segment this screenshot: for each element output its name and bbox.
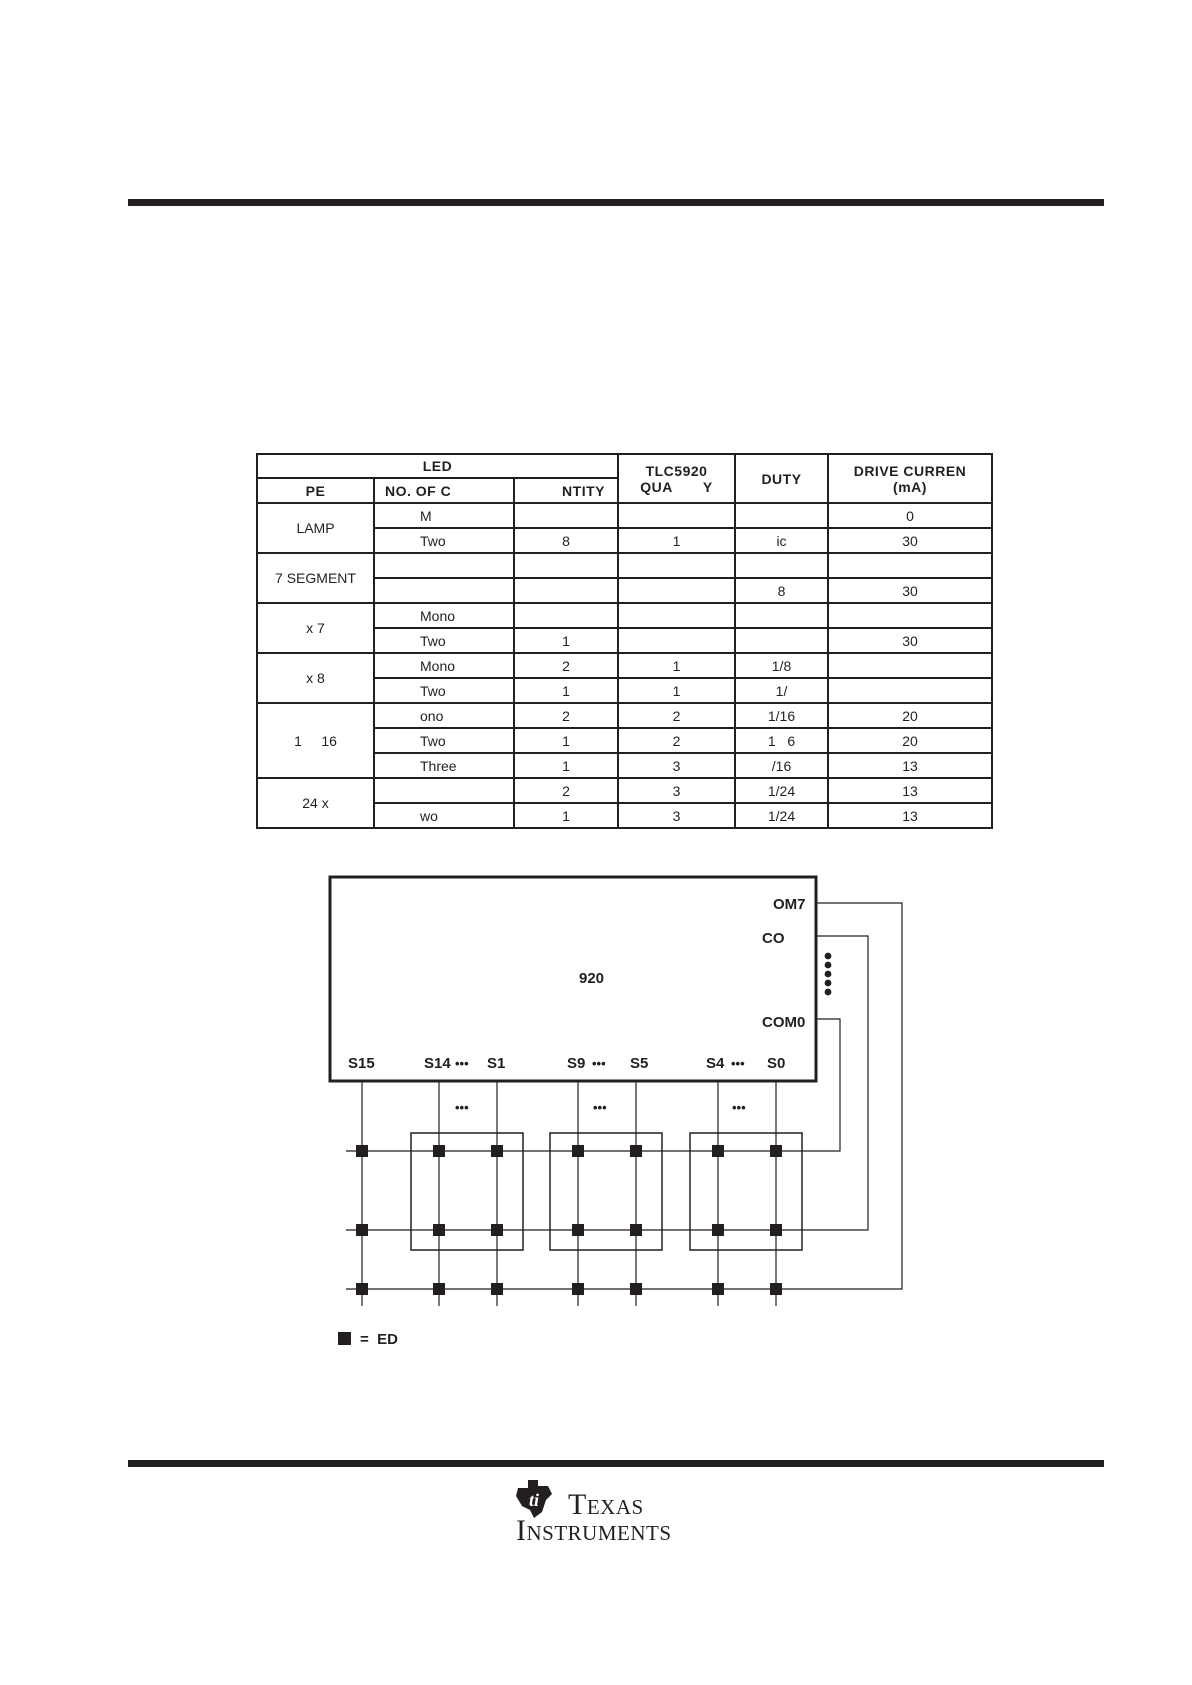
segment-lines xyxy=(362,1081,776,1306)
legend-text: = ED xyxy=(360,1331,398,1348)
tlc-quantity-cell: 1 xyxy=(618,678,735,703)
com0-label: COM0 xyxy=(762,1014,806,1031)
led-square xyxy=(491,1224,503,1236)
led-square xyxy=(572,1224,584,1236)
drive-current-cell: 30 xyxy=(828,628,992,653)
color-cell: Two xyxy=(374,528,514,553)
led-square xyxy=(712,1224,724,1236)
led-square xyxy=(770,1145,782,1157)
s5-label: S5 xyxy=(630,1055,649,1072)
drive-current-cell: 20 xyxy=(828,728,992,753)
quantity-cell: 2 xyxy=(514,703,618,728)
ellipsis-s4: ••• xyxy=(731,1056,745,1071)
led-square xyxy=(712,1283,724,1295)
bottom-rule xyxy=(128,1460,1104,1467)
svg-text:ti: ti xyxy=(529,1490,540,1510)
quantity-cell: 1 xyxy=(514,678,618,703)
color-cell: Two xyxy=(374,728,514,753)
led-type-cell: x 7 xyxy=(257,603,374,653)
logo-text-line1: Texas xyxy=(568,1488,644,1521)
led-type-cell: LAMP xyxy=(257,503,374,553)
ellipsis-group1: ••• xyxy=(455,1100,469,1115)
color-cell: Two xyxy=(374,628,514,653)
com-mid-label: CO xyxy=(762,930,785,947)
quantity-cell: 1 xyxy=(514,628,618,653)
tlc-quantity-cell: 3 xyxy=(618,753,735,778)
led-square xyxy=(491,1283,503,1295)
led-type-cell: 1 16 xyxy=(257,703,374,778)
duty-cell: 1/ xyxy=(735,678,828,703)
ti-logo xyxy=(512,1478,722,1550)
led-square xyxy=(572,1283,584,1295)
header-quantity: NTITY xyxy=(514,478,618,503)
legend-led-square xyxy=(338,1332,351,1345)
s14-label: S14 xyxy=(424,1055,451,1072)
drive-current-cell: 20 xyxy=(828,703,992,728)
tlc-quantity-cell: 1 xyxy=(618,653,735,678)
chip-box xyxy=(330,877,816,1081)
led-square xyxy=(356,1224,368,1236)
logo-text-line2: Instruments xyxy=(516,1514,672,1547)
led-square xyxy=(630,1224,642,1236)
tlc-quantity-cell: 3 xyxy=(618,803,735,828)
s0-label: S0 xyxy=(767,1055,786,1072)
header-no-of-color: NO. OF C xyxy=(374,478,514,503)
com-mid-wire xyxy=(346,936,868,1230)
color-cell: M xyxy=(374,503,514,528)
duty-cell: 1/8 xyxy=(735,653,828,678)
color-cell: wo xyxy=(374,803,514,828)
drive-current-cell: 13 xyxy=(828,778,992,803)
color-cell: Mono xyxy=(374,653,514,678)
led-square xyxy=(630,1283,642,1295)
s1-label: S1 xyxy=(487,1055,506,1072)
led-square xyxy=(712,1145,724,1157)
led-square xyxy=(356,1145,368,1157)
quantity-cell: 2 xyxy=(514,778,618,803)
led-type-cell: x 8 xyxy=(257,653,374,703)
led-square xyxy=(356,1283,368,1295)
duty-cell: /16 xyxy=(735,753,828,778)
quantity-cell: 8 xyxy=(514,528,618,553)
led-square xyxy=(770,1283,782,1295)
com0-wire xyxy=(346,1019,840,1151)
ellipsis-s9: ••• xyxy=(592,1056,606,1071)
header-drive-unit: (mA) xyxy=(893,478,927,495)
led-square xyxy=(770,1224,782,1236)
s9-label: S9 xyxy=(567,1055,586,1072)
led-square xyxy=(572,1145,584,1157)
com7-wire xyxy=(346,903,902,1289)
duty-cell: 1/24 xyxy=(735,778,828,803)
duty-cell: 8 xyxy=(735,578,828,603)
led-square xyxy=(433,1145,445,1157)
tlc-quantity-cell: 1 xyxy=(618,528,735,553)
duty-cell: 1 6 xyxy=(735,728,828,753)
com7-label: OM7 xyxy=(773,896,806,913)
led-square xyxy=(491,1145,503,1157)
drive-current-cell: 30 xyxy=(828,528,992,553)
tlc-quantity-cell: 3 xyxy=(618,778,735,803)
led-square xyxy=(630,1145,642,1157)
led-type-cell: 24 x xyxy=(257,778,374,828)
ellipsis-s14: ••• xyxy=(455,1056,469,1071)
drive-current-cell: 13 xyxy=(828,753,992,778)
duty-cell: 1/16 xyxy=(735,703,828,728)
drive-current-cell: 30 xyxy=(828,578,992,603)
quantity-cell: 1 xyxy=(514,753,618,778)
header-duty: DUTY xyxy=(735,454,828,503)
header-led: LED xyxy=(257,454,618,478)
quantity-cell: 2 xyxy=(514,653,618,678)
ellipsis-group2: ••• xyxy=(593,1100,607,1115)
color-cell: Two xyxy=(374,678,514,703)
quantity-cell: 1 xyxy=(514,803,618,828)
s15-label: S15 xyxy=(348,1055,375,1072)
duty-cell: 1/24 xyxy=(735,803,828,828)
led-square xyxy=(433,1283,445,1295)
header-qty: QUA Y xyxy=(640,478,713,495)
header-type: PE xyxy=(257,478,374,503)
color-cell: Three xyxy=(374,753,514,778)
ellipsis-group3: ••• xyxy=(732,1100,746,1115)
color-cell: Mono xyxy=(374,603,514,628)
tlc-quantity-cell: 2 xyxy=(618,728,735,753)
header-tlc-name: TLC5920 xyxy=(645,462,708,479)
header-drive-label: DRIVE CURREN xyxy=(853,462,967,479)
s4-label: S4 xyxy=(706,1055,725,1072)
tlc-quantity-cell: 2 xyxy=(618,703,735,728)
color-cell: ono xyxy=(374,703,514,728)
quantity-cell: 1 xyxy=(514,728,618,753)
led-square xyxy=(433,1224,445,1236)
drive-current-cell: 13 xyxy=(828,803,992,828)
led-type-cell: 7 SEGMENT xyxy=(257,553,374,603)
duty-cell: ic xyxy=(735,528,828,553)
drive-current-cell: 0 xyxy=(828,503,992,528)
chip-label: 920 xyxy=(579,970,605,987)
